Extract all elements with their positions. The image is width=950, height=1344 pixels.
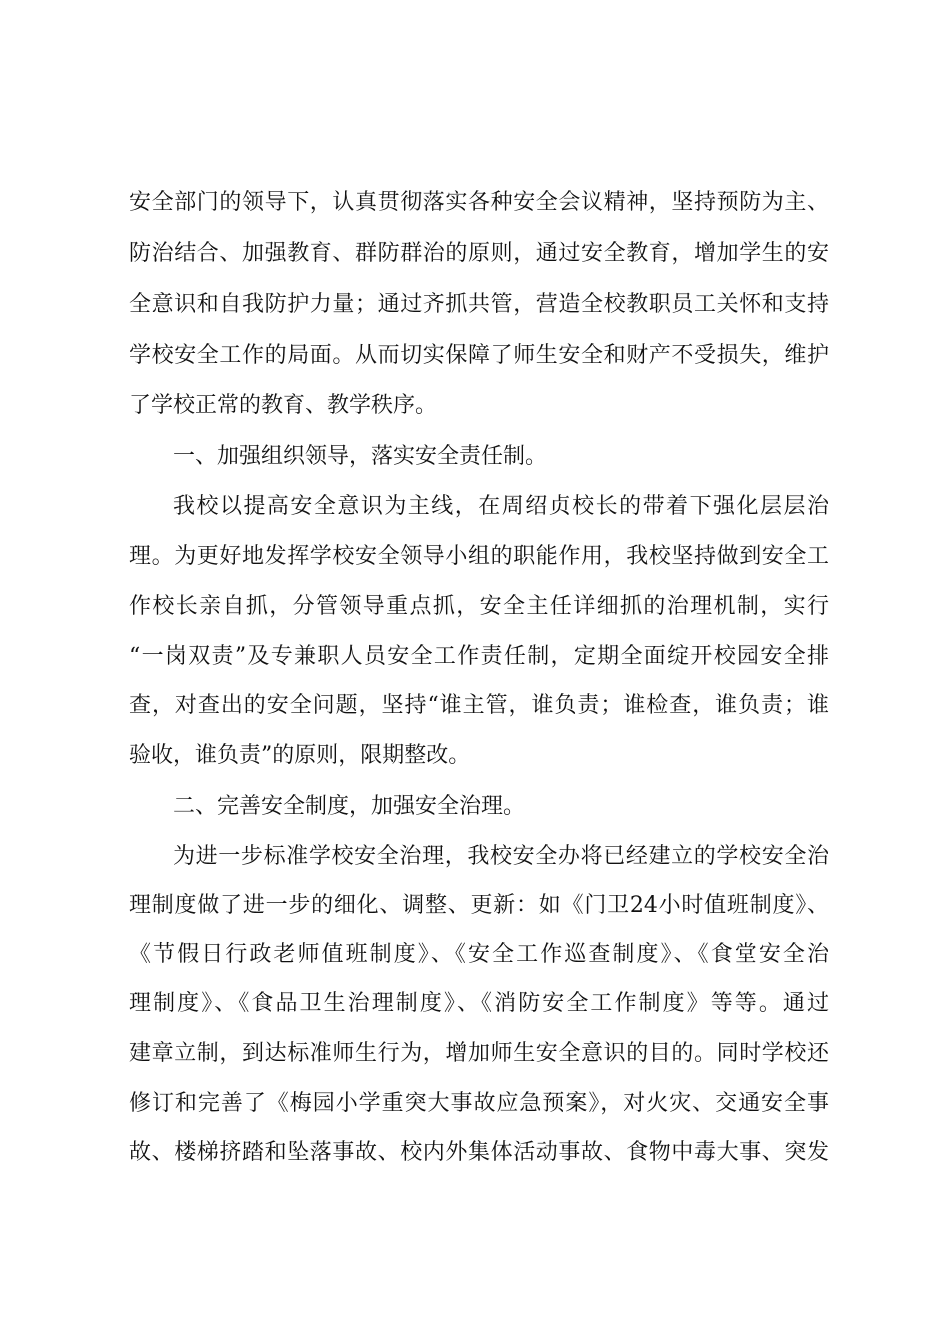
section-heading-2: 二、完善安全制度，加强安全治理。 bbox=[173, 794, 526, 819]
text-line: “一岗双责”及专兼职人员安全工作责任制，定期全面绽开校园安全排 bbox=[129, 644, 829, 669]
text-line: 理制度做了进一步的细化、调整、更新：如《门卫24小时值班制度》、 bbox=[129, 893, 829, 918]
text-line: 建章立制，到达标准师生行为，增加师生安全意识的目的。同时学校还 bbox=[129, 1041, 829, 1066]
text-line: 了学校正常的教育、教学秩序。 bbox=[129, 393, 438, 418]
text-line: 全意识和自我防护力量；通过齐抓共管，营造全校教职员工关怀和支持 bbox=[129, 292, 829, 317]
text-line: 理制度》、《食品卫生治理制度》、《消防安全工作制度》等等。通过 bbox=[129, 991, 829, 1016]
text-line: 作校长亲自抓，分管领导重点抓，安全主任详细抓的治理机制，实行 bbox=[129, 594, 829, 619]
text-line: 《节假日行政老师值班制度》、《安全工作巡查制度》、《食堂安全治 bbox=[129, 942, 829, 967]
section-heading-1: 一、加强组织领导，落实安全责任制。 bbox=[173, 444, 548, 469]
text-line: 安全部门的领导下，认真贯彻落实各种安全会议精神，坚持预防为主、 bbox=[129, 190, 829, 215]
text-line: 验收，谁负责”的原则，限期整改。 bbox=[129, 743, 471, 768]
text-line: 查，对查出的安全问题，坚持“谁主管，谁负责；谁检查，谁负责；谁 bbox=[129, 693, 829, 718]
text-line: 防治结合、加强教育、群防群治的原则，通过安全教育，增加学生的安 bbox=[129, 241, 829, 266]
text-line: 我校以提高安全意识为主线，在周绍贞校长的带着下强化层层治 bbox=[173, 494, 829, 519]
text-line: 修订和完善了《梅园小学重突大事故应急预案》，对火灾、交通安全事 bbox=[129, 1091, 829, 1116]
text-line: 故、楼梯挤踏和坠落事故、校内外集体活动事故、食物中毒大事、突发 bbox=[129, 1140, 829, 1165]
text-line: 理。为更好地发挥学校安全领导小组的职能作用，我校坚持做到安全工 bbox=[129, 544, 829, 569]
text-line: 为进一步标准学校安全治理，我校安全办将已经建立的学校安全治 bbox=[173, 844, 829, 869]
text-line: 学校安全工作的局面。从而切实保障了师生安全和财产不受损失，维护 bbox=[129, 343, 829, 368]
